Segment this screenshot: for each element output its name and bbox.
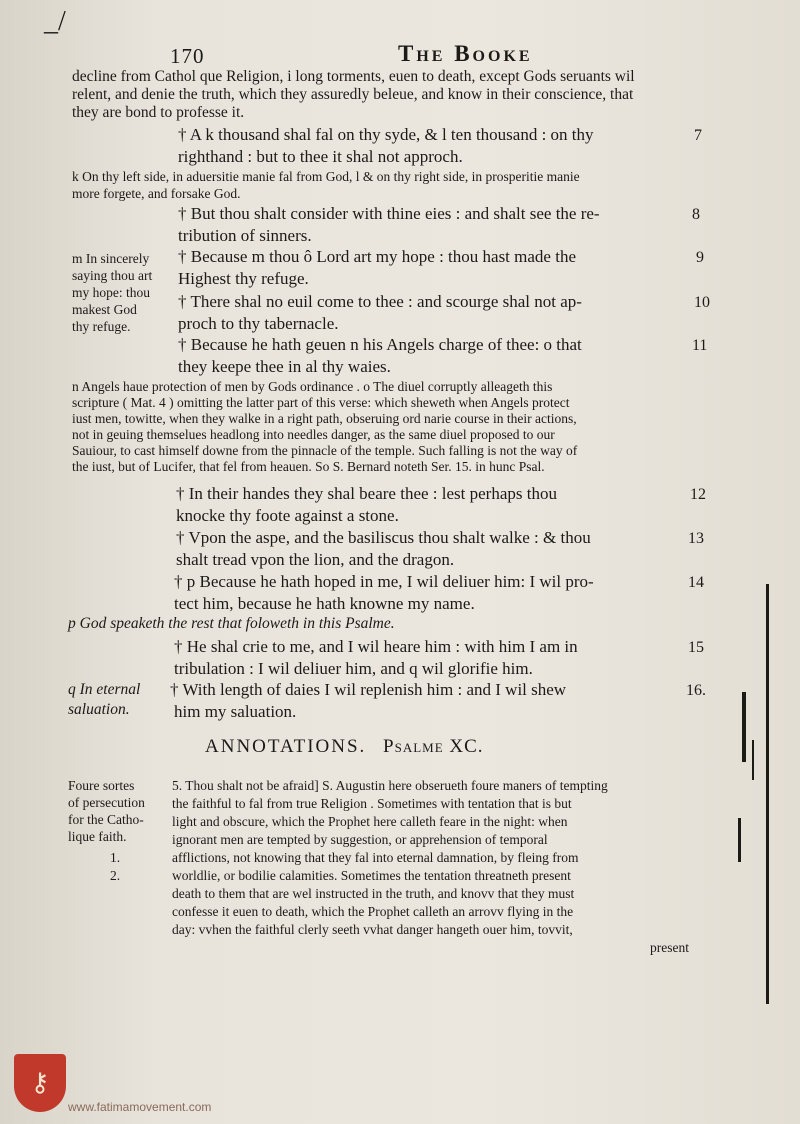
verse-line: shalt tread vpon the lion, and the dragon. <box>176 550 455 569</box>
margin-note: Foure sortes <box>68 778 135 793</box>
annotation-line: light and obscure, which the Prophet here calleth feare in the night: when <box>172 814 568 829</box>
note-line: not in geuing themselues headlong into needles danger, as the same diuel proposed to our <box>72 427 555 442</box>
footer-url[interactable]: www.fatimamovement.com <box>68 1100 212 1114</box>
verse-line: † He shal crie to me, and I wil heare him : with him I am in <box>174 637 578 656</box>
verse-line: proch to thy tabernacle. <box>178 314 339 333</box>
verse-number: 14 <box>688 574 704 591</box>
verse-number: 11 <box>692 337 708 354</box>
margin-note: saying thou art <box>72 268 153 283</box>
annotation-line: death to them that are wel instructed in the truth, and knovv that they must <box>172 886 575 901</box>
margin-rule <box>766 584 769 1004</box>
note-line: Sauiour, to cast himself downe from the pinnacle of the temple. Such falling is not the way of <box>72 443 578 458</box>
verse-line: † With length of daies I wil replenish him : and I wil shew <box>170 680 567 699</box>
text-line: they are bond to professe it. <box>72 104 245 121</box>
margin-rule <box>752 740 754 780</box>
verse-line: † Because he hath geuen n his Angels charge of thee: o that <box>178 335 582 354</box>
keys-icon: ⚷ <box>14 1054 66 1112</box>
text-line: decline from Cathol que Religion, i long torments, euen to death, except Gods seruants wil <box>72 68 635 85</box>
annotation-line: the faithful to fal from true Religion . Sometimes with tentation that is but <box>172 796 572 811</box>
annotations-heading <box>205 736 484 758</box>
verse-line: they keepe thee in al thy waies. <box>178 357 391 376</box>
note-line: the iust, but of Lucifer, that fel from heauen. So S. Bernard noteth Ser. 15. in hunc Psal. <box>72 459 545 474</box>
margin-rule <box>742 692 746 762</box>
verse-number: 12 <box>690 486 706 503</box>
margin-note: 1. <box>110 850 121 865</box>
corner-mark: _/ <box>44 6 66 37</box>
note-line: scripture ( Mat. 4 ) omitting the latter part of this verse: which sheweth when Angels protect <box>72 395 570 410</box>
verse-line: tribution of sinners. <box>178 226 312 245</box>
margin-note: 2. <box>110 868 121 883</box>
verse-line: righthand : but to thee it shal not approch. <box>178 147 463 166</box>
verse-line: † Vpon the aspe, and the basiliscus thou shalt walke : & thou <box>176 528 591 547</box>
annotations-title: ANNOTATIONS. <box>205 736 367 757</box>
annotation-line: 5. Thou shalt not be afraid] S. Augustin here obserueth foure maners of tempting <box>172 778 608 793</box>
verse-line: Highest thy refuge. <box>178 269 309 288</box>
verse-number: 13 <box>688 530 704 547</box>
verse-line: † p Because he hath hoped in me, I wil deliuer him: I wil pro- <box>174 572 594 591</box>
margin-note: my hope: thou <box>72 285 150 300</box>
running-title: The Booke <box>398 41 533 66</box>
verse-line: tect him, because he hath knowne my name. <box>174 594 475 613</box>
verse-line: † There shal no euil come to thee : and scourge shal not ap- <box>178 292 582 311</box>
verse-number: 7 <box>694 127 702 144</box>
margin-note: thy refuge. <box>72 319 131 334</box>
annotation-line: day: vvhen the faithful clerly seeth vvhat danger hangeth ouer him, tovvit, <box>172 922 573 937</box>
annotation-line: afflictions, not knowing that they fal into eternal damnation, by fleing from <box>172 850 579 865</box>
margin-note: q In eternal <box>68 681 141 698</box>
verse-line: † A k thousand shal fal on thy syde, & l ten thousand : on thy <box>178 125 594 144</box>
margin-note: makest God <box>72 302 137 317</box>
verse-line: † But thou shalt consider with thine eies : and shalt see the re- <box>178 204 600 223</box>
verse-line: him my saluation. <box>174 702 297 721</box>
verse-line: tribulation : I wil deliuer him, and q wil glorifie him. <box>174 659 533 678</box>
annotation-line: ignorant men are tempted by suggestion, or apprehension of temporal <box>172 832 548 847</box>
margin-rule <box>738 818 741 862</box>
note-line: n Angels haue protection of men by Gods ordinance . o The diuel corruptly alleageth this <box>72 379 553 394</box>
page-number: 170 <box>170 44 205 68</box>
verse-line: knocke thy foote against a stone. <box>176 506 399 525</box>
verse-number: 15 <box>688 639 704 656</box>
verse-line: † In their handes they shal beare thee : lest perhaps thou <box>176 484 557 503</box>
verse-number: 9 <box>696 249 704 266</box>
catchword: present <box>650 940 689 955</box>
text-line: relent, and denie the truth, which they assuredly beleue, and know in their conscience, that <box>72 86 634 103</box>
note-line: k On thy left side, in aduersitie manie fal from God, l & on thy right side, in prosperitie manie <box>72 169 580 184</box>
verse-number: 10 <box>694 294 710 311</box>
margin-note: saluation. <box>68 701 130 718</box>
annotation-line: worldlie, or bodilie calamities. Sometimes the tentation threatneth present <box>172 868 571 883</box>
margin-note: lique faith. <box>68 829 127 844</box>
note-line: p God speaketh the rest that foloweth in this Psalme. <box>68 615 395 632</box>
margin-note: m In sincerely <box>72 251 150 266</box>
verse-number: 8 <box>692 206 700 223</box>
note-line: iust men, towitte, when they walke in a right path, obseruing ord narie course in their actions, <box>72 411 577 426</box>
annotation-line: confesse it euen to death, which the Prophet calleth an arrovv flying in the <box>172 904 574 919</box>
margin-note: of persecution <box>68 795 145 810</box>
verse-number: 16. <box>686 682 706 699</box>
verse-line: † Because m thou ô Lord art my hope : thou hast made the <box>178 247 576 266</box>
margin-note: for the Catho- <box>68 812 144 827</box>
annotations-psalm: Psalme XC. <box>383 736 484 757</box>
note-line: more forgete, and forsake God. <box>72 186 241 201</box>
